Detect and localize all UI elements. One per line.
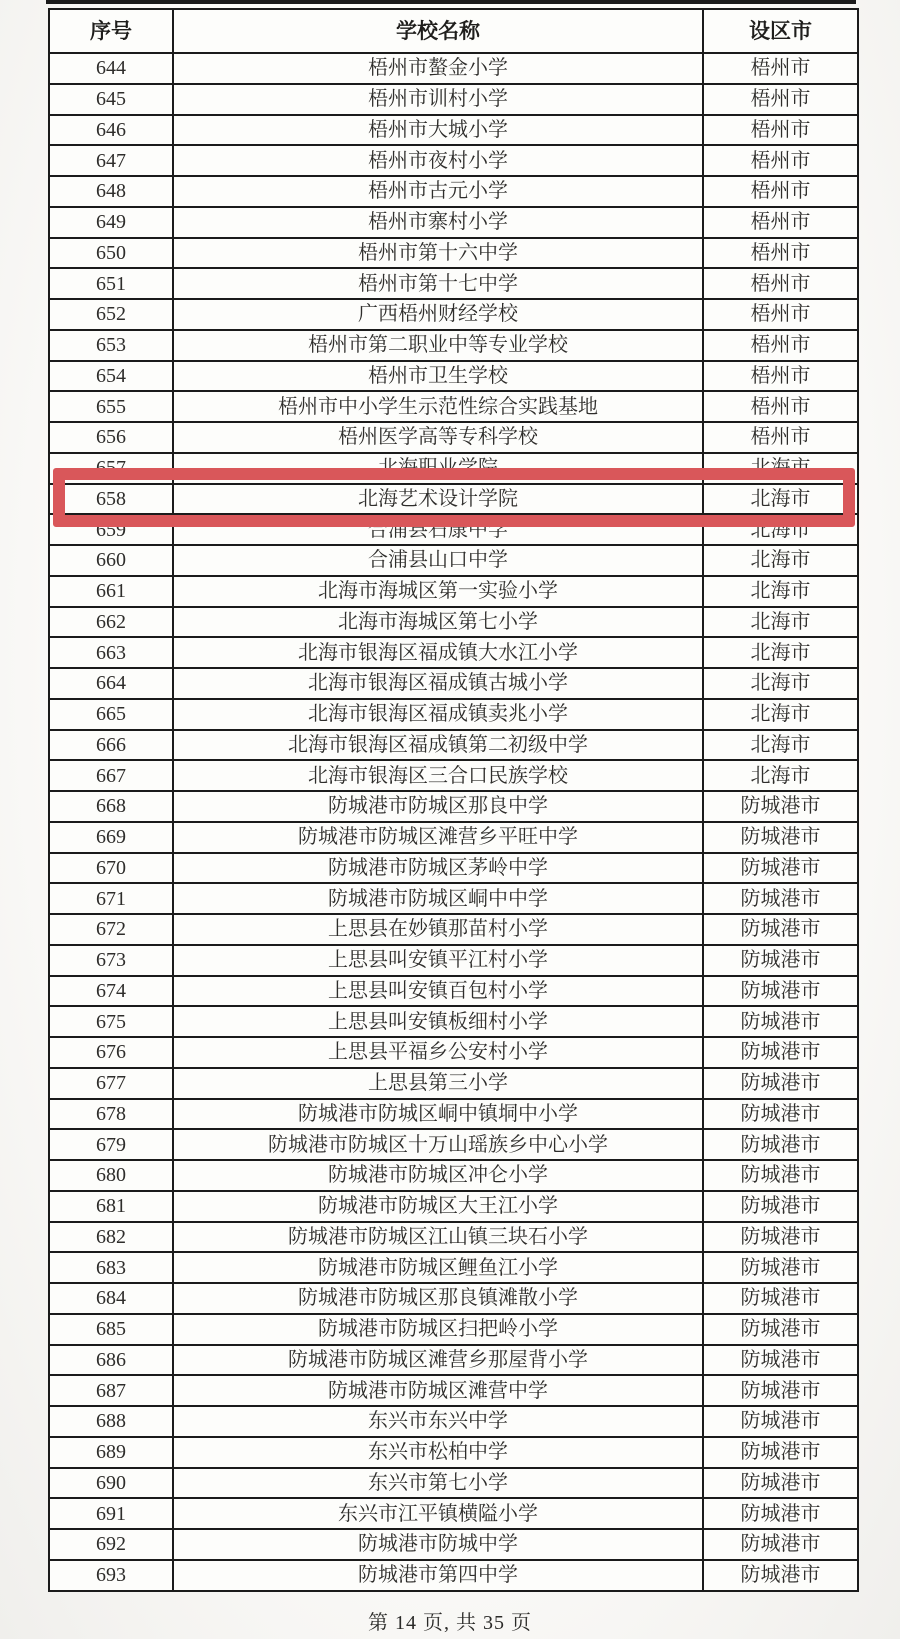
cell-city: 防城港市 xyxy=(740,1164,821,1187)
cell-city: 防城港市 xyxy=(740,1564,821,1587)
table-row xyxy=(50,329,857,360)
cell-name: 梧州市第十六中学 xyxy=(174,239,704,268)
table-row xyxy=(50,882,857,913)
cell-name: 防城港市第四中学 xyxy=(174,1561,704,1590)
cell-city: 北海市 xyxy=(750,487,811,510)
cell-city: 梧州市 xyxy=(750,149,811,172)
cell-name: 上思县第三小学 xyxy=(174,1069,704,1098)
cell-city: 防城港市 xyxy=(740,1225,821,1248)
cell-name: 防城港市防城区峒中中学 xyxy=(174,884,704,913)
cell-city: 防城港市 xyxy=(740,1041,821,1064)
cell-name: 北海职业学院 xyxy=(174,454,704,483)
cell-name: 上思县平福乡公安村小学 xyxy=(174,1038,704,1067)
cell-name: 防城港市防城中学 xyxy=(174,1530,704,1559)
cell-no: 673 xyxy=(50,946,174,975)
cell-name: 防城港市防城区峒中镇垌中小学 xyxy=(174,1100,704,1129)
cell-no: 686 xyxy=(50,1346,174,1375)
table-row xyxy=(50,1067,857,1098)
cell-no: 668 xyxy=(50,792,174,821)
cell-city: 北海市 xyxy=(750,518,811,541)
cell-name: 北海市银海区福成镇大水江小学 xyxy=(174,638,704,667)
cell-name: 东兴市江平镇横隘小学 xyxy=(174,1499,704,1528)
cell-city: 防城港市 xyxy=(740,1010,821,1033)
table-row xyxy=(50,1221,857,1252)
cell-city: 梧州市 xyxy=(750,364,811,387)
cell-name: 梧州市中小学生示范性综合实践基地 xyxy=(174,392,704,421)
cell-no: 689 xyxy=(50,1438,174,1467)
red-annotation-highlight-box xyxy=(53,468,855,527)
cell-city: 防城港市 xyxy=(740,1379,821,1402)
table-row xyxy=(50,544,857,575)
cell-name: 上思县叫安镇板细村小学 xyxy=(174,1007,704,1036)
cell-no: 691 xyxy=(50,1499,174,1528)
cell-no: 687 xyxy=(50,1376,174,1405)
table-row xyxy=(50,237,857,268)
cell-no: 681 xyxy=(50,1192,174,1221)
table-row xyxy=(50,759,857,790)
cell-city: 北海市 xyxy=(750,641,811,664)
cell-no: 664 xyxy=(50,669,174,698)
cell-no: 662 xyxy=(50,608,174,637)
cell-city: 防城港市 xyxy=(740,1195,821,1218)
cell-name: 梧州市古元小学 xyxy=(174,177,704,206)
cell-name: 梧州市第十七中学 xyxy=(174,269,704,298)
table-row xyxy=(50,144,857,175)
cell-name: 上思县在妙镇那苗村小学 xyxy=(174,915,704,944)
cell-name: 防城港市防城区大王江小学 xyxy=(174,1192,704,1221)
cell-name: 合浦县石康中学 xyxy=(174,515,704,544)
cell-name: 上思县叫安镇平江村小学 xyxy=(174,946,704,975)
cell-city: 防城港市 xyxy=(740,1502,821,1525)
cell-name: 梧州市寨村小学 xyxy=(174,208,704,237)
cell-city: 防城港市 xyxy=(740,1441,821,1464)
cell-name: 防城港市防城区那良中学 xyxy=(174,792,704,821)
cell-city: 北海市 xyxy=(750,703,811,726)
cell-no: 651 xyxy=(50,269,174,298)
cell-city: 梧州市 xyxy=(750,118,811,141)
cell-no: 683 xyxy=(50,1253,174,1282)
table-row xyxy=(50,421,857,452)
cell-city: 防城港市 xyxy=(740,1256,821,1279)
cell-city: 防城港市 xyxy=(740,949,821,972)
header-serial-number: 序号 xyxy=(50,10,174,52)
cell-city: 防城港市 xyxy=(740,1348,821,1371)
cell-city: 梧州市 xyxy=(750,211,811,234)
cell-name: 梧州市螯金小学 xyxy=(174,54,704,83)
cell-no: 675 xyxy=(50,1007,174,1036)
table-row xyxy=(50,1497,857,1528)
cell-name: 北海市海城区第七小学 xyxy=(174,608,704,637)
cell-name: 北海市银海区三合口民族学校 xyxy=(174,761,704,790)
cell-no: 665 xyxy=(50,700,174,729)
cell-city: 防城港市 xyxy=(740,1133,821,1156)
cell-name: 北海市银海区福成镇第二初级中学 xyxy=(174,731,704,760)
cell-no: 677 xyxy=(50,1069,174,1098)
cell-no: 647 xyxy=(50,146,174,175)
cell-name: 防城港市防城区茅岭中学 xyxy=(174,854,704,883)
table-row xyxy=(50,206,857,237)
cell-no: 671 xyxy=(50,884,174,913)
cell-no: 654 xyxy=(50,362,174,391)
table-row xyxy=(50,267,857,298)
cell-name: 防城港市防城区鲤鱼江小学 xyxy=(174,1253,704,1282)
cell-no: 669 xyxy=(50,823,174,852)
cell-city: 防城港市 xyxy=(740,856,821,879)
cell-no: 688 xyxy=(50,1407,174,1436)
cell-name: 合浦县山口中学 xyxy=(174,546,704,575)
cell-name: 防城港市防城区冲仑小学 xyxy=(174,1161,704,1190)
cell-city: 梧州市 xyxy=(750,395,811,418)
school-table xyxy=(48,8,859,1592)
cell-name: 防城港市防城区滩营乡平旺中学 xyxy=(174,823,704,852)
table-row xyxy=(50,1036,857,1067)
cell-no: 692 xyxy=(50,1530,174,1559)
cell-city: 梧州市 xyxy=(750,180,811,203)
table-row xyxy=(50,1190,857,1221)
cell-name: 梧州市夜村小学 xyxy=(174,146,704,175)
cell-no: 660 xyxy=(50,546,174,575)
cell-name: 东兴市东兴中学 xyxy=(174,1407,704,1436)
cell-no: 652 xyxy=(50,300,174,329)
table-row xyxy=(50,913,857,944)
cell-city: 防城港市 xyxy=(740,795,821,818)
cell-no: 657 xyxy=(50,454,174,483)
cell-no: 649 xyxy=(50,208,174,237)
cell-no: 646 xyxy=(50,116,174,145)
table-row xyxy=(50,1005,857,1036)
cell-city: 防城港市 xyxy=(740,1072,821,1095)
table-row xyxy=(50,1559,857,1590)
cell-no: 674 xyxy=(50,977,174,1006)
cell-no: 661 xyxy=(50,577,174,606)
table-row xyxy=(50,1405,857,1436)
table-row xyxy=(50,1374,857,1405)
cell-no: 656 xyxy=(50,423,174,452)
cell-name: 北海市海城区第一实验小学 xyxy=(174,577,704,606)
cell-city: 北海市 xyxy=(750,764,811,787)
cell-no: 655 xyxy=(50,392,174,421)
cell-no: 648 xyxy=(50,177,174,206)
page-number-footer: 第 14 页, 共 35 页 xyxy=(368,1612,532,1634)
table-row xyxy=(50,698,857,729)
cell-name: 防城港市防城区十万山瑶族乡中心小学 xyxy=(174,1130,704,1159)
cell-city: 防城港市 xyxy=(740,1102,821,1125)
cell-no: 680 xyxy=(50,1161,174,1190)
cell-name: 防城港市防城区扫把岭小学 xyxy=(174,1315,704,1344)
cell-city: 梧州市 xyxy=(750,334,811,357)
cell-no: 690 xyxy=(50,1469,174,1498)
table-row xyxy=(50,821,857,852)
table-row xyxy=(50,1344,857,1375)
cell-name: 北海市银海区福成镇古城小学 xyxy=(174,669,704,698)
cell-city: 防城港市 xyxy=(740,1471,821,1494)
table-row xyxy=(50,1251,857,1282)
table-row xyxy=(50,175,857,206)
table-row xyxy=(50,1436,857,1467)
table-row xyxy=(50,1528,857,1559)
cell-no: 693 xyxy=(50,1561,174,1590)
table-row xyxy=(50,83,857,114)
cell-name: 防城港市防城区江山镇三块石小学 xyxy=(174,1223,704,1252)
cell-no: 645 xyxy=(50,85,174,114)
cell-city: 防城港市 xyxy=(740,1318,821,1341)
table-row xyxy=(50,636,857,667)
cell-no: 684 xyxy=(50,1284,174,1313)
cell-city: 防城港市 xyxy=(740,826,821,849)
table-header-row xyxy=(50,10,857,52)
cell-no: 663 xyxy=(50,638,174,667)
cell-name: 防城港市防城区滩营乡那屋背小学 xyxy=(174,1346,704,1375)
cell-city: 防城港市 xyxy=(740,1533,821,1556)
cell-city: 北海市 xyxy=(750,549,811,572)
table-row xyxy=(50,790,857,821)
cell-no: 667 xyxy=(50,761,174,790)
cell-name: 广西梧州财经学校 xyxy=(174,300,704,329)
table-row xyxy=(50,852,857,883)
cell-city: 北海市 xyxy=(750,457,811,480)
table-row xyxy=(50,729,857,760)
cell-name: 上思县叫安镇百包村小学 xyxy=(174,977,704,1006)
cell-city: 防城港市 xyxy=(740,918,821,941)
cell-no: 658 xyxy=(50,485,174,514)
cell-no: 670 xyxy=(50,854,174,883)
cell-city: 梧州市 xyxy=(750,426,811,449)
cell-name: 北海艺术设计学院 xyxy=(174,485,704,514)
cell-city: 北海市 xyxy=(750,733,811,756)
table-row xyxy=(50,1467,857,1498)
cell-city: 梧州市 xyxy=(750,241,811,264)
cell-name: 梧州市卫生学校 xyxy=(174,362,704,391)
cell-city: 梧州市 xyxy=(750,57,811,80)
table-row xyxy=(50,606,857,637)
cell-city: 北海市 xyxy=(750,672,811,695)
cell-name: 梧州市训村小学 xyxy=(174,85,704,114)
cell-name: 梧州市大城小学 xyxy=(174,116,704,145)
cell-name: 防城港市防城区那良镇滩散小学 xyxy=(174,1284,704,1313)
cell-city: 北海市 xyxy=(750,580,811,603)
table-row xyxy=(50,1159,857,1190)
table-row xyxy=(50,52,857,83)
table-row xyxy=(50,1128,857,1159)
cell-no: 678 xyxy=(50,1100,174,1129)
table-row xyxy=(50,667,857,698)
cell-name: 东兴市第七小学 xyxy=(174,1469,704,1498)
cell-no: 672 xyxy=(50,915,174,944)
table-body xyxy=(50,52,857,1590)
cell-no: 685 xyxy=(50,1315,174,1344)
table-row xyxy=(50,298,857,329)
cell-name: 东兴市松柏中学 xyxy=(174,1438,704,1467)
page-top-cut-line xyxy=(46,0,856,4)
cell-no: 666 xyxy=(50,731,174,760)
table-row xyxy=(50,975,857,1006)
table-row xyxy=(50,1098,857,1129)
cell-city: 防城港市 xyxy=(740,979,821,1002)
cell-no: 650 xyxy=(50,239,174,268)
table-row xyxy=(50,114,857,145)
cell-city: 防城港市 xyxy=(740,1287,821,1310)
cell-city: 梧州市 xyxy=(750,272,811,295)
header-school-name: 学校名称 xyxy=(174,10,704,52)
cell-city: 梧州市 xyxy=(750,88,811,111)
header-prefecture-city: 设区市 xyxy=(749,18,812,43)
cell-name: 梧州医学高等专科学校 xyxy=(174,423,704,452)
cell-no: 682 xyxy=(50,1223,174,1252)
cell-no: 644 xyxy=(50,54,174,83)
cell-name: 防城港市防城区滩营中学 xyxy=(174,1376,704,1405)
cell-no: 676 xyxy=(50,1038,174,1067)
cell-no: 679 xyxy=(50,1130,174,1159)
table-row xyxy=(50,360,857,391)
cell-no: 659 xyxy=(50,515,174,544)
cell-no: 653 xyxy=(50,331,174,360)
cell-city: 北海市 xyxy=(750,610,811,633)
table-row xyxy=(50,1313,857,1344)
cell-city: 梧州市 xyxy=(750,303,811,326)
cell-city: 防城港市 xyxy=(740,1410,821,1433)
table-row xyxy=(50,575,857,606)
table-row xyxy=(50,1282,857,1313)
table-row xyxy=(50,390,857,421)
cell-name: 梧州市第二职业中等专业学校 xyxy=(174,331,704,360)
table-row xyxy=(50,944,857,975)
cell-name: 北海市银海区福成镇卖兆小学 xyxy=(174,700,704,729)
cell-city: 防城港市 xyxy=(740,887,821,910)
